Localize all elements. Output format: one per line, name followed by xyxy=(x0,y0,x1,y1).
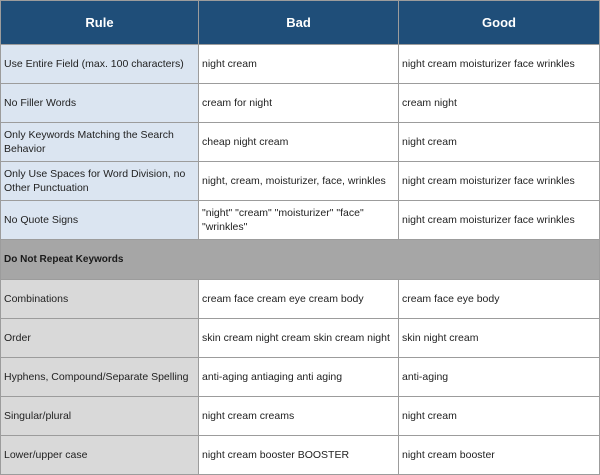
good-example-cell: anti-aging xyxy=(399,358,600,397)
bad-example-cell: night, cream, moisturizer, face, wrinkles xyxy=(199,162,399,201)
good-example-cell: cream night xyxy=(399,84,600,123)
header-row xyxy=(1,1,600,45)
bad-example-cell: night cream creams xyxy=(199,397,399,436)
good-example-cell: night cream xyxy=(399,397,600,436)
rule-cell: No Filler Words xyxy=(1,84,199,123)
table-row xyxy=(1,280,600,319)
rule-cell: Lower/upper case xyxy=(1,436,199,475)
table-row xyxy=(1,123,600,162)
header-good: Good xyxy=(399,1,600,45)
rule-cell: Use Entire Field (max. 100 characters) xyxy=(1,45,199,84)
bad-example-cell: skin cream night cream skin cream night xyxy=(199,319,399,358)
bad-example-cell: night cream xyxy=(199,45,399,84)
table-row xyxy=(1,436,600,475)
good-example-cell: cream face eye body xyxy=(399,280,600,319)
rule-cell: Only Use Spaces for Word Division, no Other Punctuation xyxy=(1,162,199,201)
good-example-cell: skin night cream xyxy=(399,319,600,358)
section-title: Do Not Repeat Keywords xyxy=(1,240,600,280)
rule-cell: Hyphens, Compound/Separate Spelling xyxy=(1,358,199,397)
table-row xyxy=(1,319,600,358)
bad-example-cell: cheap night cream xyxy=(199,123,399,162)
table-row xyxy=(1,162,600,201)
good-example-cell: night cream moisturizer face wrinkles xyxy=(399,45,600,84)
bad-example-cell: night cream booster BOOSTER xyxy=(199,436,399,475)
rule-cell: Combinations xyxy=(1,280,199,319)
table-row xyxy=(1,84,600,123)
good-example-cell: night cream moisturizer face wrinkles xyxy=(399,201,600,240)
table-row xyxy=(1,358,600,397)
header-bad: Bad xyxy=(199,1,399,45)
rule-cell: Only Keywords Matching the Search Behavior xyxy=(1,123,199,162)
rule-cell: Order xyxy=(1,319,199,358)
good-example-cell: night cream xyxy=(399,123,600,162)
table-row xyxy=(1,397,600,436)
header-rule: Rule xyxy=(1,1,199,45)
bad-example-cell: cream face cream eye cream body xyxy=(199,280,399,319)
bad-example-cell: "night" "cream" "moisturizer" "face" "wrinkles" xyxy=(199,201,399,240)
good-example-cell: night cream booster xyxy=(399,436,600,475)
table-row xyxy=(1,45,600,84)
rule-cell: Singular/plural xyxy=(1,397,199,436)
rule-cell: No Quote Signs xyxy=(1,201,199,240)
section-header-row xyxy=(1,240,600,280)
table-row xyxy=(1,201,600,240)
bad-example-cell: anti-aging antiaging anti aging xyxy=(199,358,399,397)
bad-example-cell: cream for night xyxy=(199,84,399,123)
good-example-cell: night cream moisturizer face wrinkles xyxy=(399,162,600,201)
